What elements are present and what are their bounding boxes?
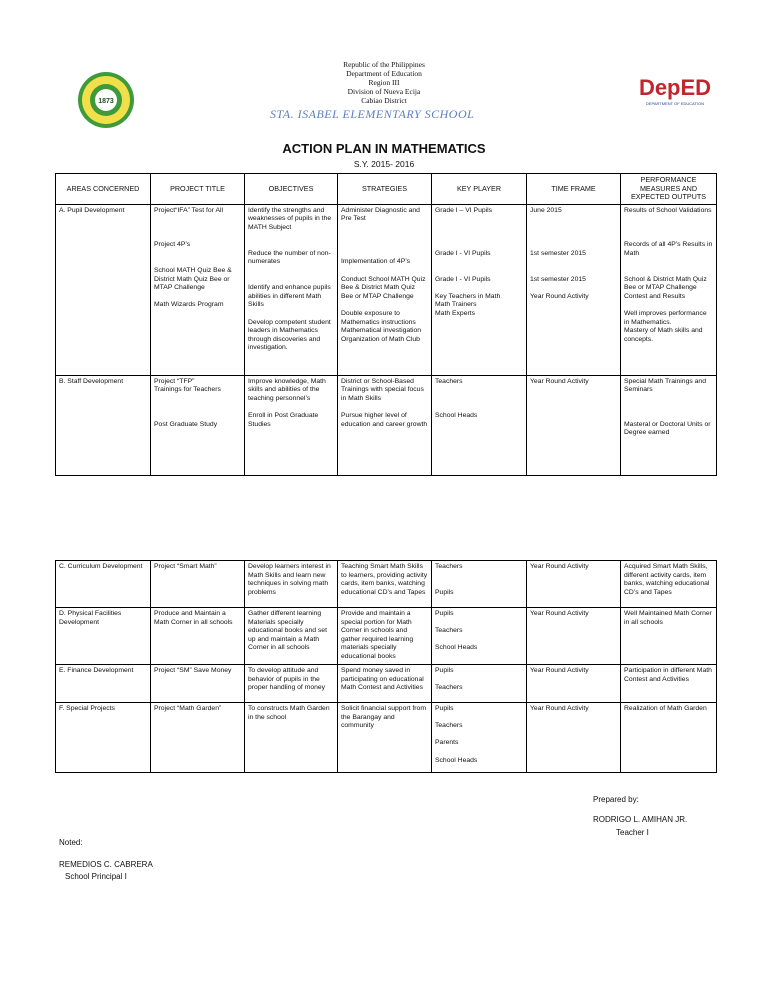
preparer-title: Teacher I	[616, 828, 649, 837]
cell-text: Project 4P’s	[154, 241, 191, 249]
strategies-cell	[338, 703, 432, 773]
column-header: OBJECTIVES	[245, 174, 338, 205]
key-player-cell	[432, 561, 527, 608]
outputs-cell	[621, 703, 717, 773]
cell-text: Year Round Activity	[530, 292, 589, 300]
table-row	[56, 204, 717, 375]
cell-text	[624, 395, 713, 404]
cell-text: Participation in different Math Contest and Activities	[624, 667, 712, 683]
cell-text	[435, 580, 523, 589]
time-frame-cell	[527, 665, 621, 703]
strategies-cell	[338, 204, 432, 375]
cell-text	[530, 284, 617, 293]
cell-text: Develop competent student leaders in Mathematics through discoveries and investigation.	[248, 318, 331, 352]
cell-text	[435, 233, 523, 242]
cell-text	[435, 636, 523, 645]
prepared-by-label: Prepared by:	[593, 795, 639, 804]
cell-text	[530, 241, 617, 250]
objectives-cell	[245, 608, 338, 665]
cell-text	[435, 284, 523, 293]
cell-text	[154, 293, 241, 302]
area-cell: D. Physical Facilities Development	[56, 608, 151, 665]
cell-text: Grade I – VI Pupils	[435, 206, 493, 214]
cell-text: Pupils	[435, 705, 454, 712]
cell-text: Teachers	[435, 684, 463, 692]
cell-text	[624, 224, 713, 233]
cell-text: Year Round Activity	[530, 377, 589, 385]
outputs-cell	[621, 561, 717, 608]
header-line-2: Department of Education	[346, 69, 422, 78]
cell-text: Develop learners interest in Math Skills and learn new techniques in solving math problems	[248, 563, 331, 596]
time-frame-cell	[527, 703, 621, 773]
cell-text: Reduce the number of non-numerates	[248, 249, 331, 266]
cell-text: Key Teachers in Math	[435, 292, 501, 300]
cell-text	[435, 731, 523, 740]
cell-text	[341, 224, 428, 233]
table-row	[56, 561, 717, 608]
cell-text: Double exposure to Mathematics instructions	[341, 309, 416, 326]
deped-logo-subtext: DEPARTMENT OF EDUCATION	[645, 101, 705, 106]
cell-text: Administer Diagnostic and Pre Test	[341, 206, 420, 223]
table-header-row	[56, 174, 717, 205]
cell-text	[248, 310, 334, 319]
school-name: STA. ISABEL ELEMENTARY SCHOOL	[270, 107, 475, 121]
cell-text	[248, 233, 334, 242]
project-cell	[151, 703, 245, 773]
cell-text: Project “TFP”	[154, 377, 195, 385]
table-row	[56, 608, 717, 665]
project-cell	[151, 375, 245, 475]
cell-text	[341, 404, 428, 413]
area-cell: F. Special Projects	[56, 703, 151, 773]
cell-text: 1st semester 2015	[530, 249, 586, 257]
cell-text	[341, 233, 428, 242]
cell-text	[154, 395, 241, 404]
cell-text: To constructs Math Garden in the school	[248, 705, 330, 721]
principal-title: School Principal I	[65, 872, 127, 881]
cell-text	[435, 619, 523, 628]
cell-text: To develop attitude and behavior of pupils in the proper handling of money	[248, 667, 326, 692]
cell-text: Spend money saved in participating on educational Math Contest and Activities	[341, 667, 424, 692]
strategies-cell	[338, 665, 432, 703]
document-title: ACTION PLAN IN MATHEMATICS	[282, 141, 486, 156]
cell-text	[530, 233, 617, 242]
objectives-cell	[245, 561, 338, 608]
cell-text	[624, 412, 713, 421]
cell-text	[624, 404, 713, 413]
cell-text	[530, 258, 617, 267]
principal-name: REMEDIOS C. CABRERA	[59, 860, 153, 869]
column-header: AREAS CONCERNED	[56, 174, 151, 205]
cell-text: Provide and maintain a special portion for Math Corner in schools and gather required learning materials specially educational books	[341, 610, 414, 660]
project-cell	[151, 665, 245, 703]
noted-label: Noted:	[59, 838, 83, 847]
cell-text: Math Wizards Program	[154, 301, 224, 309]
cell-text: Year Round Activity	[530, 610, 589, 617]
cell-text: Teachers	[435, 563, 463, 570]
cell-text: Enroll in Post Graduate Studies	[248, 412, 319, 428]
cell-text: Special Math Trainings and Seminars	[624, 377, 706, 394]
cell-text	[154, 412, 241, 421]
strategies-cell	[338, 375, 432, 475]
cell-text: Year Round Activity	[530, 563, 589, 570]
area-cell: E. Finance Development	[56, 665, 151, 703]
cell-text	[624, 258, 713, 267]
cell-text: 1st semester 2015	[530, 275, 586, 283]
key-player-cell	[432, 703, 527, 773]
action-plan-table-1	[55, 173, 717, 476]
key-player-cell	[432, 608, 527, 665]
cell-text: Teaching Smart Math Skills to learners, providing activity cards, item banks, watching educational CD’s and Tapes	[341, 563, 428, 596]
cell-text	[341, 241, 428, 250]
time-frame-cell	[527, 561, 621, 608]
cell-text	[154, 224, 241, 233]
cell-text: Parents	[435, 739, 459, 747]
objectives-cell	[245, 665, 338, 703]
table-row	[56, 665, 717, 703]
cell-text	[435, 395, 523, 404]
cell-text: Conduct School MATH Quiz Bee & District Math Quiz Bee or MTAP Challenge	[341, 275, 426, 300]
cell-text	[624, 233, 713, 242]
header-line-5: Cabiao District	[361, 96, 407, 105]
cell-text: Organization of Math Club	[341, 335, 420, 343]
cell-text: Year Round Activity	[530, 705, 589, 712]
cell-text: Realization of Math Garden	[624, 705, 707, 712]
cell-text: School Heads	[435, 412, 478, 420]
cell-text: School MATH Quiz Bee & District Math Quiz Bee or MTAP Challenge	[154, 266, 232, 292]
cell-text: Results of School Validations	[624, 206, 712, 214]
preparer-name: RODRIGO L. AMIHAN JR.	[593, 815, 688, 824]
cell-text: Teachers	[435, 627, 463, 635]
cell-text: Project “SM” Save Money	[154, 667, 232, 674]
cell-text	[435, 241, 523, 250]
cell-text	[435, 258, 523, 267]
key-player-cell	[432, 204, 527, 375]
key-player-cell	[432, 375, 527, 475]
cell-text: Produce and Maintain a Math Corner in all schools	[154, 610, 233, 626]
cell-text: District or School-Based Trainings with special focus in Math Skills	[341, 377, 424, 402]
cell-text: Mastery of Math skills and concepts.	[624, 327, 703, 343]
outputs-cell	[621, 375, 717, 475]
time-frame-cell	[527, 204, 621, 375]
cell-text	[624, 215, 713, 224]
cell-text: Year Round Activity	[530, 667, 589, 674]
strategies-cell	[338, 561, 432, 608]
outputs-cell	[621, 204, 717, 375]
cell-text	[248, 267, 334, 276]
cell-text: Solicit financial support from the Barangay and community	[341, 705, 426, 730]
cell-text	[154, 233, 241, 242]
column-header: KEY PLAYER	[432, 174, 527, 205]
cell-text: School Heads	[435, 644, 478, 652]
cell-text: Implementation of 4P’s	[341, 258, 411, 266]
cell-text	[154, 404, 241, 413]
cell-text: Pupils	[435, 667, 454, 674]
cell-text	[435, 572, 523, 581]
cell-text: Project “Math Garden”	[154, 705, 222, 712]
cell-text	[624, 267, 713, 276]
objectives-cell	[245, 375, 338, 475]
column-header: TIME FRAME	[527, 174, 621, 205]
header-line-1: Republic of the Philippines	[343, 60, 425, 69]
cell-text	[435, 224, 523, 233]
column-header: PERFORMANCE MEASURES AND EXPECTED OUTPUTS	[621, 174, 717, 205]
cell-text	[435, 714, 523, 723]
cell-text	[248, 241, 334, 250]
time-frame-cell	[527, 375, 621, 475]
cell-text: Gather different learning Materials specially educational books and set up and maintain a Math Corner in all schools	[248, 610, 327, 652]
project-cell	[151, 608, 245, 665]
cell-text	[154, 258, 241, 267]
cell-text	[435, 386, 523, 395]
project-cell	[151, 561, 245, 608]
cell-text	[154, 250, 241, 259]
cell-text: Mathematical investigation	[341, 327, 422, 335]
seal-year: 1873	[98, 98, 114, 105]
cell-text	[435, 748, 523, 757]
area-cell: A. Pupil Development	[56, 204, 151, 375]
action-plan-table-2	[55, 560, 717, 773]
table-row	[56, 703, 717, 773]
column-header: STRATEGIES	[338, 174, 432, 205]
cell-text: Records of all 4P’s Results in Math	[624, 241, 713, 257]
area-cell: C. Curriculum Development	[56, 561, 151, 608]
deped-logo-text: DepED	[638, 75, 712, 100]
header-line-3: Region III	[368, 78, 400, 87]
objectives-cell	[245, 204, 338, 375]
cell-text: Masteral or Doctoral Units or Degree earned	[624, 420, 711, 437]
cell-text: Grade I - VI Pupils	[435, 275, 491, 283]
column-header: PROJECT TITLE	[151, 174, 245, 205]
cell-text: School & District Math Quiz Bee or MTAP Challenge Contest and Results	[624, 275, 707, 300]
area-cell: B. Staff Development	[56, 375, 151, 475]
cell-text: Well Maintained Math Corner in all schools	[624, 610, 712, 626]
cell-text: Pursue higher level of education and career growth	[341, 412, 428, 428]
cell-text: Teachers	[435, 377, 463, 385]
school-year: S.Y. 2015- 2016	[353, 159, 415, 169]
cell-text	[154, 215, 241, 224]
cell-text	[530, 267, 617, 276]
cell-text	[341, 250, 428, 259]
outputs-cell	[621, 665, 717, 703]
objectives-cell	[245, 703, 338, 773]
cell-text: Acquired Smart Math Skills, different activity cards, item banks, watching educational CD’s and Tapes	[624, 563, 710, 596]
cell-text: Pupils	[435, 610, 454, 617]
cell-text	[435, 404, 523, 413]
cell-text	[530, 215, 617, 224]
time-frame-cell	[527, 608, 621, 665]
cell-text: Math Experts	[435, 309, 476, 317]
cell-text	[530, 224, 617, 233]
cell-text: School Heads	[435, 756, 478, 764]
cell-text	[248, 404, 334, 413]
cell-text: Math Trainers	[435, 301, 477, 309]
cell-text: Improve knowledge, Math skills and abilities of the teaching personnel’s	[248, 377, 326, 402]
cell-text: Pupils	[435, 588, 454, 596]
cell-text: Project “Smart Math”	[154, 563, 217, 570]
cell-text	[435, 267, 523, 276]
strategies-cell	[338, 608, 432, 665]
cell-text	[435, 215, 523, 224]
cell-text: Teachers	[435, 722, 463, 730]
cell-text: Project“IFA” Test for All	[154, 206, 223, 214]
cell-text: Trainings for Teachers	[154, 386, 221, 394]
key-player-cell	[432, 665, 527, 703]
cell-text	[624, 301, 713, 310]
cell-text: June 2015	[530, 206, 562, 214]
cell-text	[341, 267, 428, 276]
cell-text	[341, 301, 428, 310]
cell-text	[248, 276, 334, 285]
cell-text: Identify the strengths and weaknesses of pupils in the MATH Subject	[248, 206, 332, 231]
table-row	[56, 375, 717, 475]
cell-text: Well improves performance in Mathematics.	[624, 309, 707, 326]
cell-text	[435, 676, 523, 685]
cell-text: Grade I - VI Pupils	[435, 249, 491, 257]
header-line-4: Division of Nueva Ecija	[347, 87, 421, 96]
cell-text: Identify and enhance pupils abilities in different Math Skills	[248, 284, 331, 309]
outputs-cell	[621, 608, 717, 665]
project-cell	[151, 204, 245, 375]
cell-text: Post Graduate Study	[154, 420, 218, 428]
